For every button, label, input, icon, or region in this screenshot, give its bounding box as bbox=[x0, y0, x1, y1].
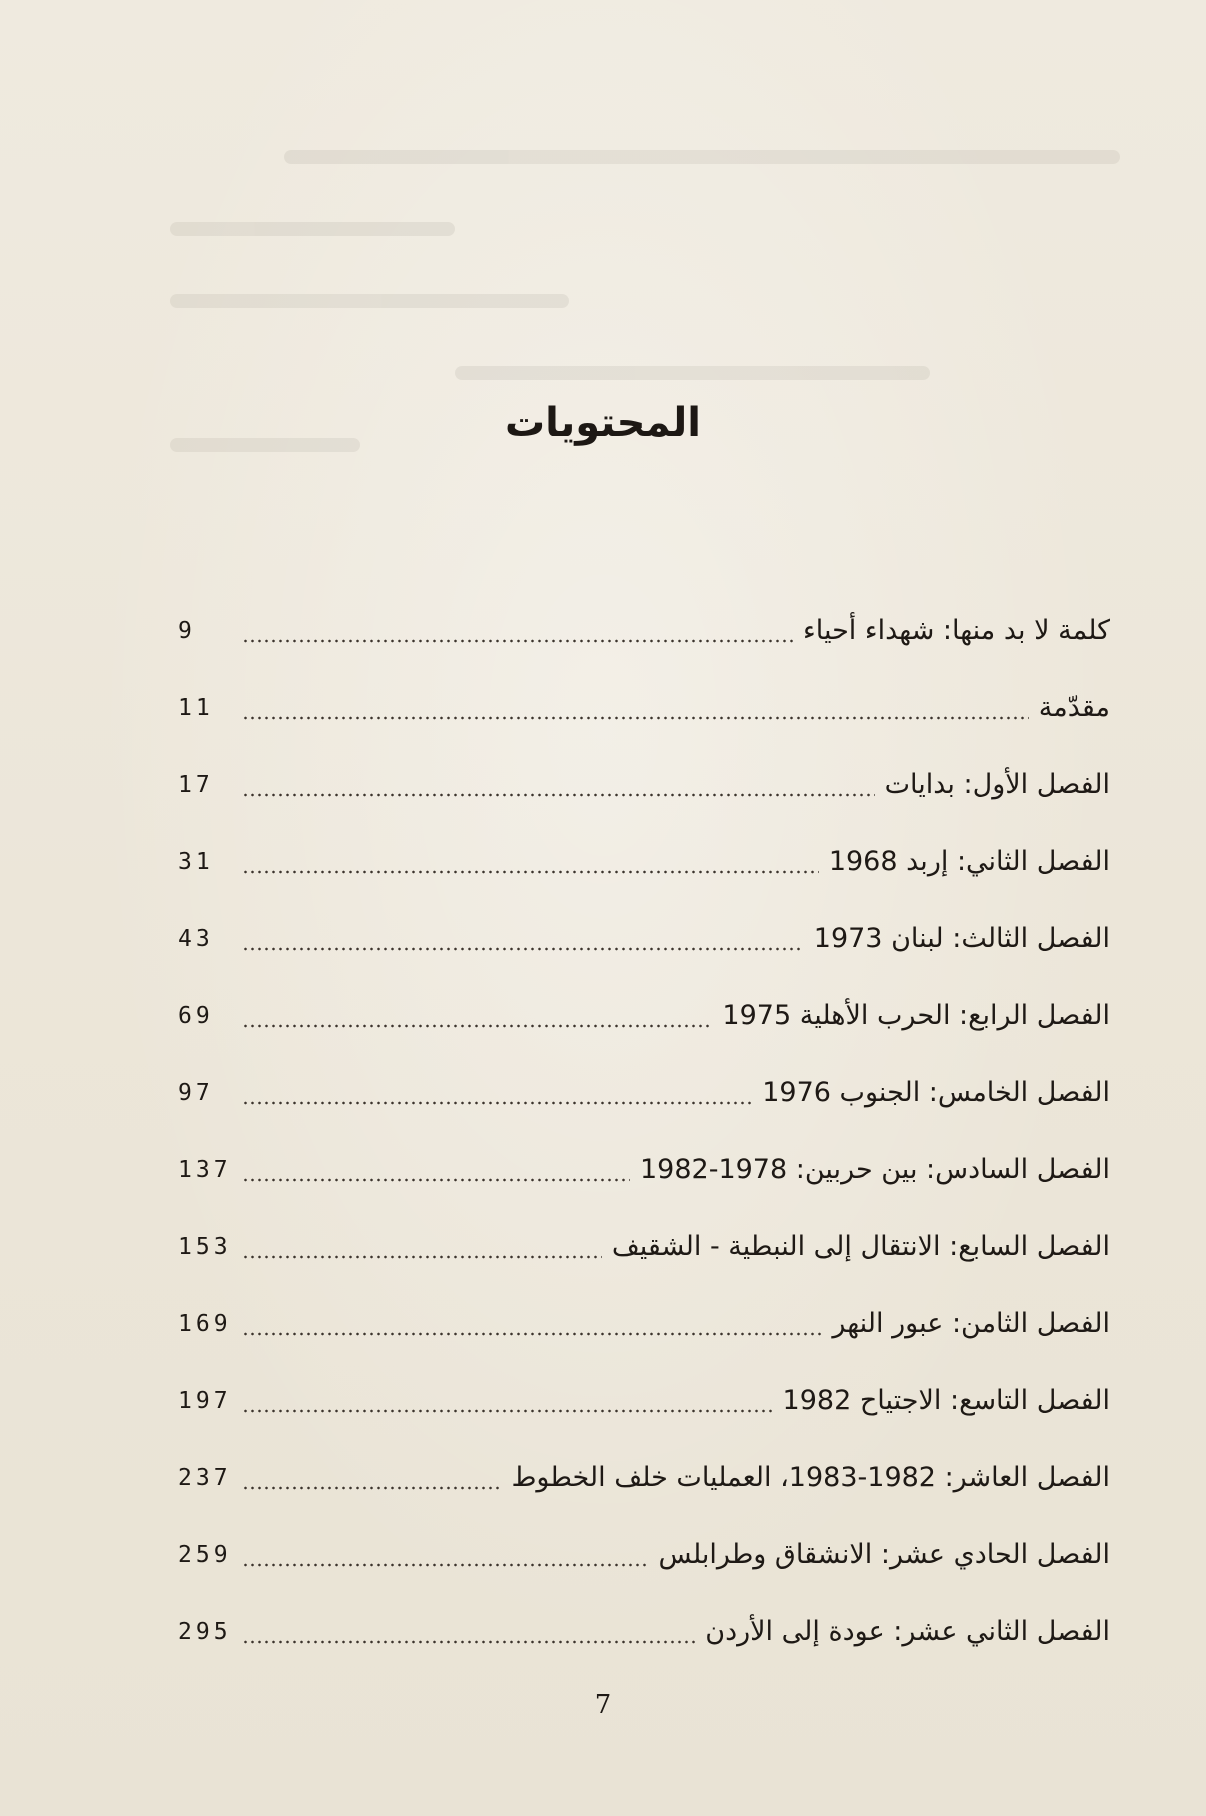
dot-leader bbox=[242, 1232, 602, 1262]
table-of-contents bbox=[178, 592, 1110, 1670]
dot-leader bbox=[242, 1155, 630, 1185]
toc-entry-page: 295 bbox=[178, 1618, 232, 1645]
toc-entry-title: كلمة لا بد منها: شهداء أحياء bbox=[803, 615, 1110, 646]
toc-entry-5 bbox=[178, 977, 1110, 1054]
dot-leader bbox=[242, 1540, 649, 1570]
dot-leader bbox=[242, 1001, 712, 1031]
toc-entry-title: الفصل التاسع: الاجتياح 1982 bbox=[782, 1385, 1110, 1416]
toc-entry-3 bbox=[178, 823, 1110, 900]
toc-entry-10 bbox=[178, 1362, 1110, 1439]
toc-entry-title: الفصل الخامس: الجنوب 1976 bbox=[762, 1077, 1110, 1108]
dot-leader bbox=[242, 1463, 501, 1493]
toc-entry-11 bbox=[178, 1439, 1110, 1516]
toc-entry-page: 259 bbox=[178, 1541, 232, 1568]
toc-entry-6 bbox=[178, 1054, 1110, 1131]
page-number: 7 bbox=[594, 1690, 612, 1720]
toc-entry-title: الفصل الحادي عشر: الانشقاق وطرابلس bbox=[658, 1539, 1110, 1570]
toc-entry-title: الفصل الثالث: لبنان 1973 bbox=[813, 923, 1110, 954]
toc-entry-title: الفصل الأول: بدايات bbox=[884, 769, 1110, 800]
toc-entry-page: 137 bbox=[178, 1156, 232, 1183]
toc-entry-2 bbox=[178, 746, 1110, 823]
toc-entry-12 bbox=[178, 1516, 1110, 1593]
toc-entry-page: 237 bbox=[178, 1464, 232, 1491]
toc-entry-page: 31 bbox=[178, 848, 214, 875]
toc-entry-page: 9 bbox=[178, 617, 196, 644]
toc-entry-page: 197 bbox=[178, 1387, 232, 1414]
toc-entry-title: الفصل السابع: الانتقال إلى النبطية - الشقيف bbox=[611, 1231, 1110, 1262]
toc-entry-title: الفصل الرابع: الحرب الأهلية 1975 bbox=[722, 1000, 1110, 1031]
toc-entry-page: 43 bbox=[178, 925, 214, 952]
dot-leader bbox=[242, 770, 875, 800]
toc-entry-1 bbox=[178, 669, 1110, 746]
toc-entry-page: 97 bbox=[178, 1079, 214, 1106]
toc-entry-page: 169 bbox=[178, 1310, 232, 1337]
toc-entry-8 bbox=[178, 1208, 1110, 1285]
dot-leader bbox=[242, 1386, 773, 1416]
dot-leader bbox=[242, 924, 804, 954]
toc-entry-7 bbox=[178, 1131, 1110, 1208]
toc-entry-title: الفصل الثاني: إربد 1968 bbox=[828, 846, 1110, 877]
toc-entry-0 bbox=[178, 592, 1110, 669]
toc-entry-9 bbox=[178, 1285, 1110, 1362]
toc-entry-title: مقدّمة bbox=[1038, 692, 1110, 723]
toc-entry-page: 153 bbox=[178, 1233, 232, 1260]
toc-entry-title: الفصل العاشر: 1982-1983، العمليات خلف الخطوط bbox=[511, 1462, 1110, 1493]
toc-entry-page: 69 bbox=[178, 1002, 214, 1029]
bleed-through-texture bbox=[170, 150, 1120, 510]
toc-entry-title: الفصل الثامن: عبور النهر bbox=[832, 1308, 1110, 1339]
toc-entry-page: 17 bbox=[178, 771, 214, 798]
toc-entry-title: الفصل السادس: بين حربين: 1978-1982 bbox=[639, 1154, 1110, 1185]
dot-leader bbox=[242, 616, 793, 646]
dot-leader bbox=[242, 847, 819, 877]
dot-leader bbox=[242, 1617, 695, 1647]
page-title: المحتويات bbox=[504, 400, 701, 446]
toc-entry-13 bbox=[178, 1593, 1110, 1670]
dot-leader bbox=[242, 1309, 822, 1339]
dot-leader bbox=[242, 693, 1029, 723]
dot-leader bbox=[242, 1078, 752, 1108]
toc-entry-4 bbox=[178, 900, 1110, 977]
toc-entry-page: 11 bbox=[178, 694, 214, 721]
toc-entry-title: الفصل الثاني عشر: عودة إلى الأردن bbox=[705, 1616, 1110, 1647]
